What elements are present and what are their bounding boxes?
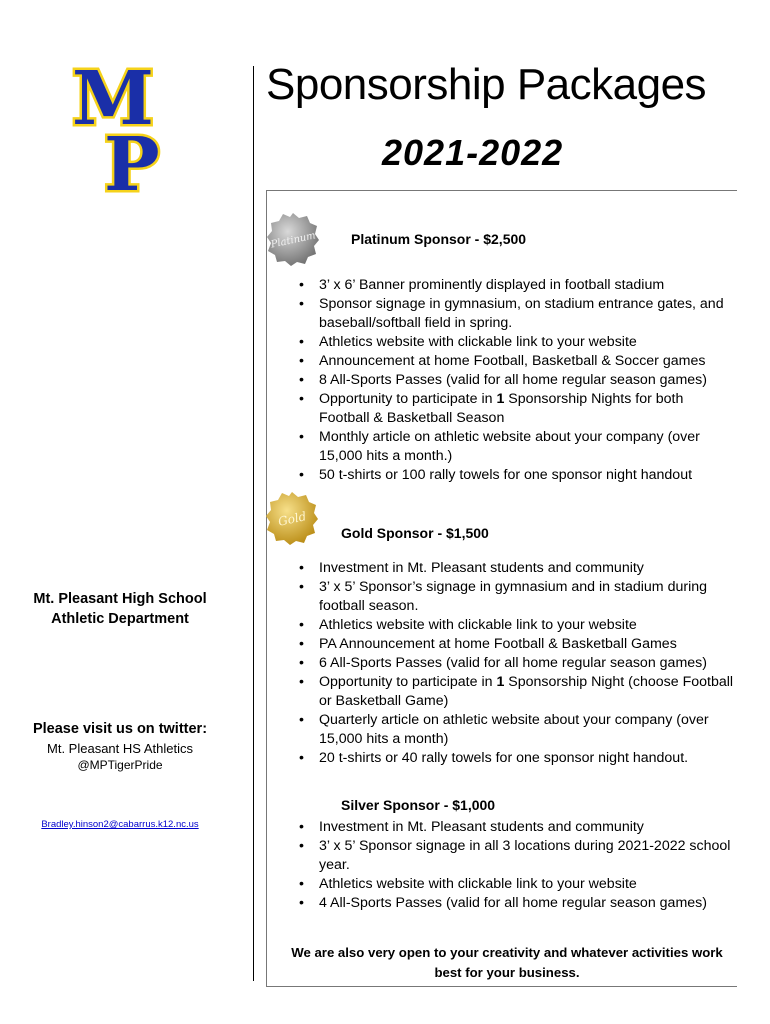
list-item: • Sponsor signage in gymnasium, on stadium entrance gates, and baseball/softball field in spring. [319,295,737,333]
svg-text:Platinum: Platinum [269,230,317,251]
list-item: • 4 All-Sports Passes (valid for all home regular season games) [319,894,737,913]
list-item: • Athletics website with clickable link to your website [319,875,737,894]
gold-seal-icon [265,491,319,545]
list-item: • Announcement at home Football, Basketball & Soccer games [319,352,737,371]
list-item: • PA Announcement at home Football & Basketball Games [319,635,737,654]
platinum-seal-icon [266,212,320,266]
list-item: • Investment in Mt. Pleasant students and community [319,559,737,578]
list-item: • Opportunity to participate in 1 Sponsorship Night (choose Football or Basketball Game) [319,673,737,711]
divider-line [253,66,254,981]
list-item: • 50 t-shirts or 100 rally towels for one sponsor night handout [319,466,737,485]
season-year: 2021-2022 [382,132,564,173]
list-item: • Quarterly article on athletic website about your company (over 15,000 hits a month) [319,711,737,749]
school-name [20,589,220,629]
twitter-account-name: Mt. Pleasant HS Athletics [47,741,193,756]
list-item: • Monthly article on athletic website about your company (over 15,000 hits a month.) [319,428,737,466]
list-item: • Athletics website with clickable link to your website [319,333,737,352]
page-title: Sponsorship Packages [266,60,707,109]
silver-benefits-list [319,818,737,913]
logo-letter-p: P [104,122,160,198]
list-item: • Investment in Mt. Pleasant students and community [319,818,737,837]
list-item: • 3’ x 5’ Sponsor signage in all 3 locations during 2021-2022 school year. [319,837,737,875]
school-line-1: Mt. Pleasant High School [33,591,207,607]
platinum-heading: Platinum Sponsor - $2,500 [351,231,527,247]
list-item: • 20 t-shirts or 40 rally towels for one sponsor night handout. [319,749,737,768]
twitter-heading: Please visit us on twitter: [32,721,208,737]
closing-note: We are also very open to your creativity and whatever activities work best for your business. [291,945,723,980]
list-item: • 8 All-Sports Passes (valid for all home regular season games) [319,371,737,390]
platinum-benefits-list [319,276,737,485]
logo-letter-m: M [72,58,154,142]
list-item: • 6 All-Sports Passes (valid for all home regular season games) [319,654,737,673]
list-item: • 3’ x 6’ Banner prominently displayed in football stadium [319,276,737,295]
list-item: • Athletics website with clickable link to your website [319,616,737,635]
svg-text:Gold: Gold [276,509,308,529]
list-item: • Opportunity to participate in 1 Sponsorship Nights for both Football & Basketball Season [319,390,737,428]
gold-heading: Gold Sponsor - $1,500 [341,525,489,541]
email-link[interactable]: Bradley.hinson2@cabarrus.k12.nc.us [41,819,199,830]
silver-heading: Silver Sponsor - $1,000 [341,797,496,813]
mp-logo [70,58,180,198]
twitter-handle: @MPTigerPride [77,758,163,772]
gold-benefits-list [319,559,737,768]
school-line-2: Athletic Department [51,611,189,627]
list-item: • 3’ x 5’ Sponsor’s signage in gymnasium and in stadium during football season. [319,578,737,616]
